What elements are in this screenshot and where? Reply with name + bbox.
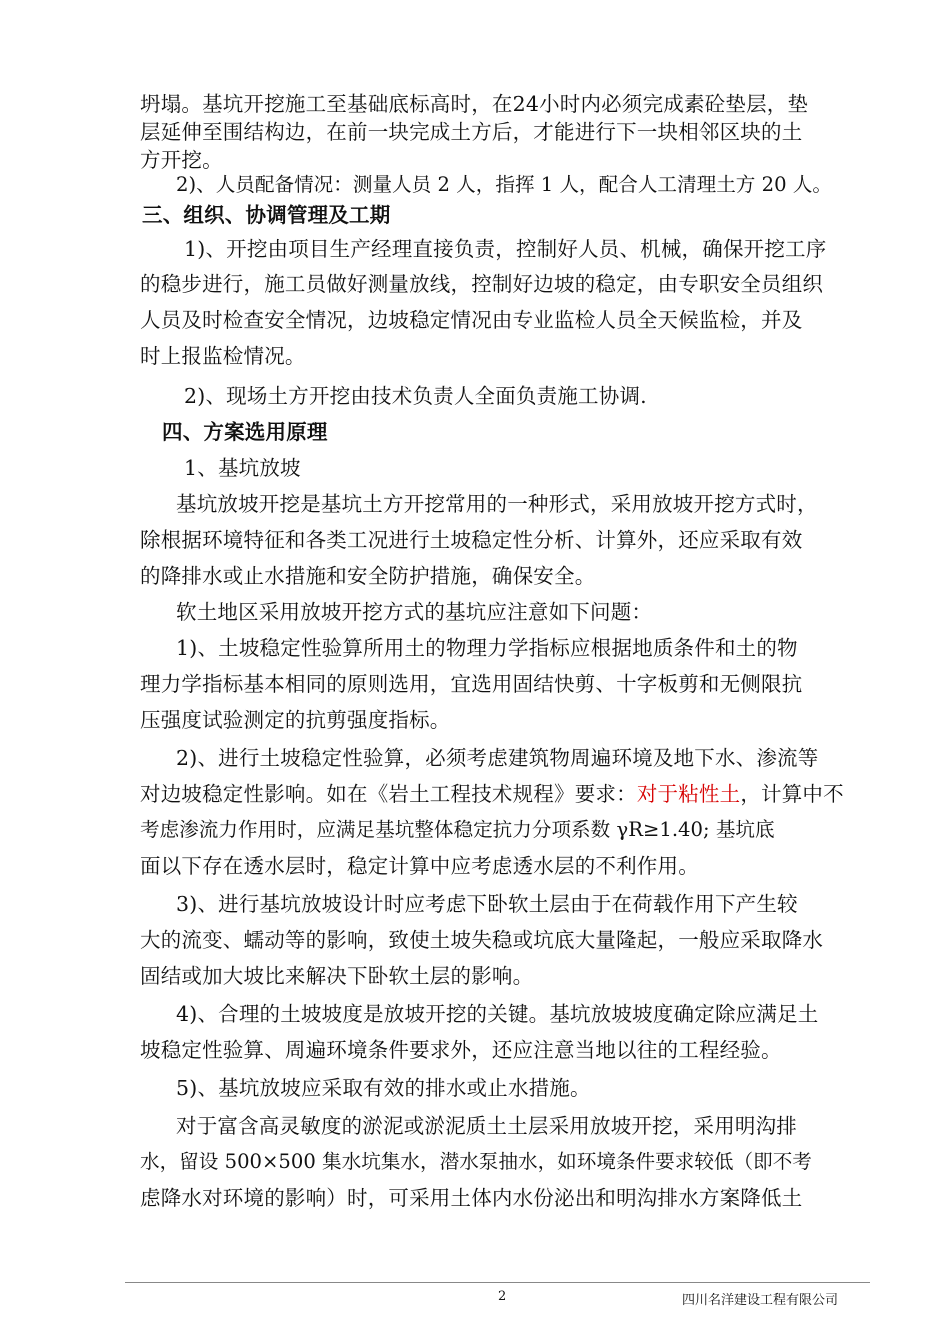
- paragraph-line: 4)、合理的土坡坡度是放坡开挖的关键。基坑放坡坡度确定除应满足土: [176, 1002, 819, 1026]
- paragraph-line: 2)、现场土方开挖由技术负责人全面负责施工协调.: [184, 384, 647, 408]
- paragraph-line: 软土地区采用放坡开挖方式的基坑应注意如下问题：: [176, 600, 653, 624]
- paragraph-line: 面以下存在透水层时，稳定计算中应考虑透水层的不利作用。: [140, 854, 699, 878]
- paragraph-line: 固结或加大坡比来解决下卧软土层的影响。: [140, 964, 534, 988]
- footer-divider: [125, 1282, 870, 1283]
- footer-company-name: 四川名洋建设工程有限公司: [682, 1293, 839, 1308]
- paragraph-text: 对边坡稳定性影响。如在《岩土工程技术规程》要求：: [140, 782, 637, 806]
- paragraph-line: 1)、土坡稳定性验算所用土的物理力学指标应根据地质条件和土的物: [176, 636, 798, 660]
- paragraph-line: 人员及时检查安全情况，边坡稳定情况由专业监检人员全天候监检，并及: [140, 308, 803, 332]
- paragraph-line: 5)、基坑放坡应采取有效的排水或止水措施。: [176, 1076, 591, 1100]
- paragraph-line: 理力学指标基本相同的原则选用，宜选用固结快剪、十字板剪和无侧限抗: [140, 672, 803, 696]
- paragraph-line: 大的流变、蠕动等的影响，致使土坡失稳或坑底大量隆起，一般应采取降水: [140, 928, 824, 952]
- paragraph-line: 基坑放坡开挖是基坑土方开挖常用的一种形式，采用放坡开挖方式时，: [176, 492, 818, 516]
- section-heading: 三、组织、协调管理及工期: [142, 203, 391, 227]
- paragraph-line: [140, 782, 860, 808]
- paragraph-line: 水，留设 500×500 集水坑集水，潜水泵抽水，如环境条件要求较低（即不考: [140, 1150, 812, 1173]
- paragraph-line: 2)、人员配备情况：测量人员 2 人，指挥 1 人，配合人工清理土方 20 人。: [176, 173, 832, 196]
- section-heading: 四、方案选用原理: [162, 420, 328, 444]
- paragraph-line: 3)、进行基坑放坡设计时应考虑下卧软土层由于在荷载作用下产生较: [176, 892, 798, 916]
- paragraph-line: 的稳步进行，施工员做好测量放线，控制好边坡的稳定，由专职安全员组织: [140, 272, 824, 296]
- paragraph-line: 层延伸至围结构边，在前一块完成土方后，才能进行下一块相邻区块的土: [140, 120, 803, 144]
- paragraph-line: 时上报监检情况。: [140, 344, 306, 368]
- page-number: 2: [498, 1289, 507, 1304]
- paragraph-line: 2)、进行土坡稳定性验算，必须考虑建筑物周遍环境及地下水、渗流等: [176, 746, 819, 770]
- paragraph-line: 坍塌。基坑开挖施工至基础底标高时，在24小时内必须完成素砼垫层，垫: [140, 92, 809, 116]
- paragraph-line: 考虑渗流力作用时，应满足基坑整体稳定抗力分项系数 γR≥1.40; 基坑底: [140, 818, 775, 841]
- paragraph-line: 方开挖。: [140, 148, 223, 172]
- paragraph-line: 的降排水或止水措施和安全防护措施，确保安全。: [140, 564, 596, 588]
- paragraph-line: 坡稳定性验算、周遍环境条件要求外，还应注意当地以往的工程经验。: [140, 1038, 782, 1062]
- paragraph-line: 虑降水对环境的影响）时，可采用土体内水份泌出和明沟排水方案降低土: [140, 1186, 803, 1210]
- paragraph-line: 除根据环境特征和各类工况进行土坡稳定性分析、计算外，还应采取有效: [140, 528, 803, 552]
- paragraph-text: ，计算中不: [740, 782, 844, 806]
- paragraph-line: 压强度试验测定的抗剪强度指标。: [140, 708, 451, 732]
- paragraph-line: 对于富含高灵敏度的淤泥或淤泥质土土层采用放坡开挖，采用明沟排: [176, 1114, 797, 1138]
- paragraph-line: 1)、开挖由项目生产经理直接负责，控制好人员、机械，确保开挖工序: [184, 237, 827, 261]
- highlighted-text: 对于粘性土: [636, 782, 741, 806]
- subsection-heading: 1、基坑放坡: [184, 456, 301, 480]
